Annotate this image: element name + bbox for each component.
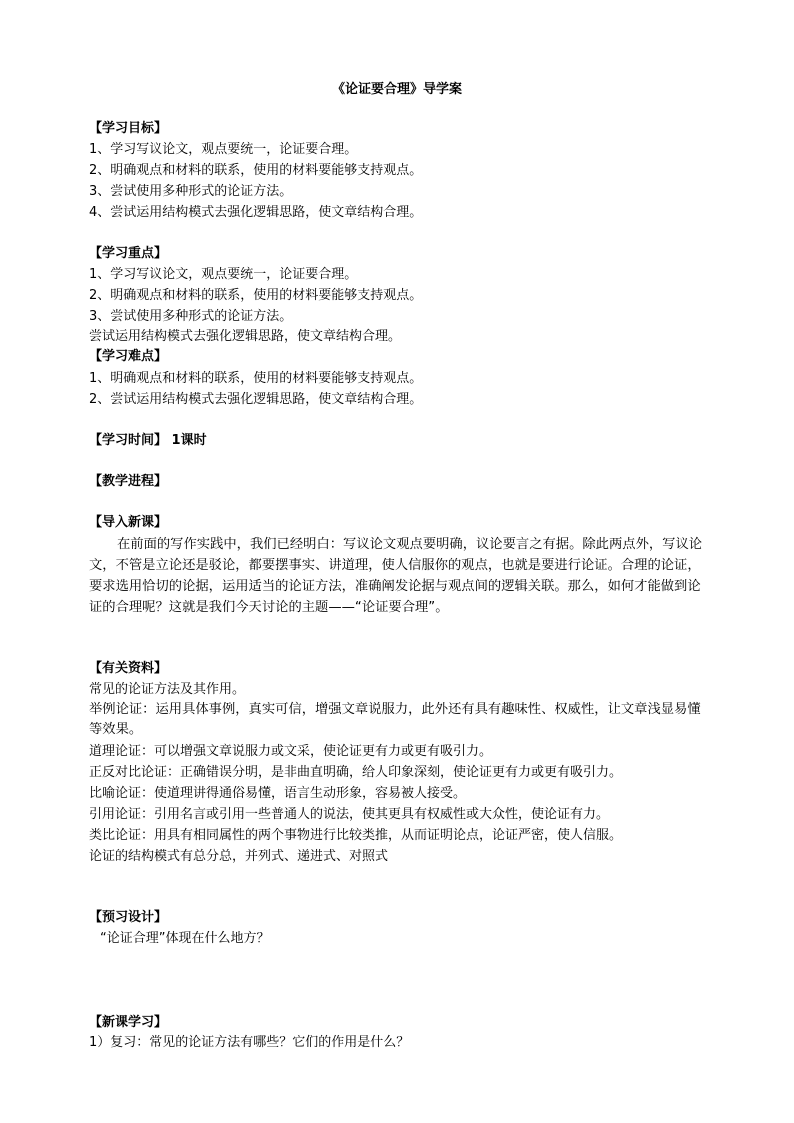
material-item: 论证的结构模式有总分总，并列式、递进式、对照式 [89,849,389,864]
material-item: 类比论证：用具有相同属性的两个事物进行比较类推，从而证明论点，论证严密，使人信服。 [89,828,623,843]
goals-heading: 【学习目标】 [89,121,168,136]
difficulty-item: 2、尝试运用结构模式去强化逻辑思路，使文章结构合理。 [89,392,423,407]
goal-item: 2、明确观点和材料的联系，使用的材料要能够支持观点。 [89,163,423,178]
goal-item: 4、尝试运用结构模式去强化逻辑思路，使文章结构合理。 [89,205,423,220]
preview-heading: 【预习设计】 [89,910,168,925]
goal-item: 3、尝试使用多种形式的论证方法。 [89,184,293,199]
material-item: 比喻论证：使道理讲得通俗易懂，语言生动形象，容易被人接受。 [89,786,467,801]
focus-item: 2、明确观点和材料的联系，使用的材料要能够支持观点。 [89,288,423,303]
material-item: 引用论证：引用名言或引用一些普通人的说法，使其更具有权威性或大众性，使论证有力。 [89,807,610,822]
material-intro: 常见的论证方法及其作用。 [89,682,246,697]
focus-heading: 【学习重点】 [89,246,168,261]
material-item: 正反对比论证：正确错误分明，是非曲直明确，给人印象深刻，使论证更有力或更有吸引力。 [89,765,623,780]
difficulty-heading: 【学习难点】 [89,349,168,364]
newlesson-heading: 【新课学习】 [89,1015,168,1030]
intro-heading: 【导入新课】 [89,515,168,530]
difficulty-item: 1、明确观点和材料的联系，使用的材料要能够支持观点。 [89,371,423,386]
newlesson-question: 1）复习：常见的论证方法有哪些？它们的作用是什么？ [89,1035,410,1050]
document-title: 《论证要合理》导学案 [331,82,462,97]
focus-item: 3、尝试使用多种形式的论证方法。 [89,309,293,324]
material-item: 道理论证：可以增强文章说服力或文采，使论证更有力或更有吸引力。 [89,744,493,759]
intro-paragraph: 在前面的写作实践中，我们已经明白：写议论文观点要明确，议论要言之有据。除此两点外，写议论文，不管是立论还是驳论，都要摆事实、讲道理，使人信服你的观点，也就是要进行论证。合理的论证，要求选用恰切的论据，运用适当的论证方法，准确阐发论据与观点间的逻辑关联。那么，如何才能做到论证的合理呢？这就是我们今天讨论的主题——“论证要合理”。 [89,537,703,615]
focus-item: 尝试运用结构模式去强化逻辑思路，使文章结构合理。 [89,329,402,344]
material-heading: 【有关资料】 [89,661,168,676]
time-heading: 【学习时间】 1课时 [89,433,207,448]
material-example: 举例论证：运用具体事例，真实可信，增强文章说服力，此外还有具有趣味性、权威性，让文章浅显易懂等效果。 [89,702,701,737]
process-heading: 【教学进程】 [89,474,168,489]
preview-question: “论证合理”体现在什么地方？ [100,931,270,946]
focus-item: 1、学习写议论文，观点要统一，论证要合理。 [89,267,358,282]
goal-item: 1、学习写议论文，观点要统一，论证要合理。 [89,142,358,157]
